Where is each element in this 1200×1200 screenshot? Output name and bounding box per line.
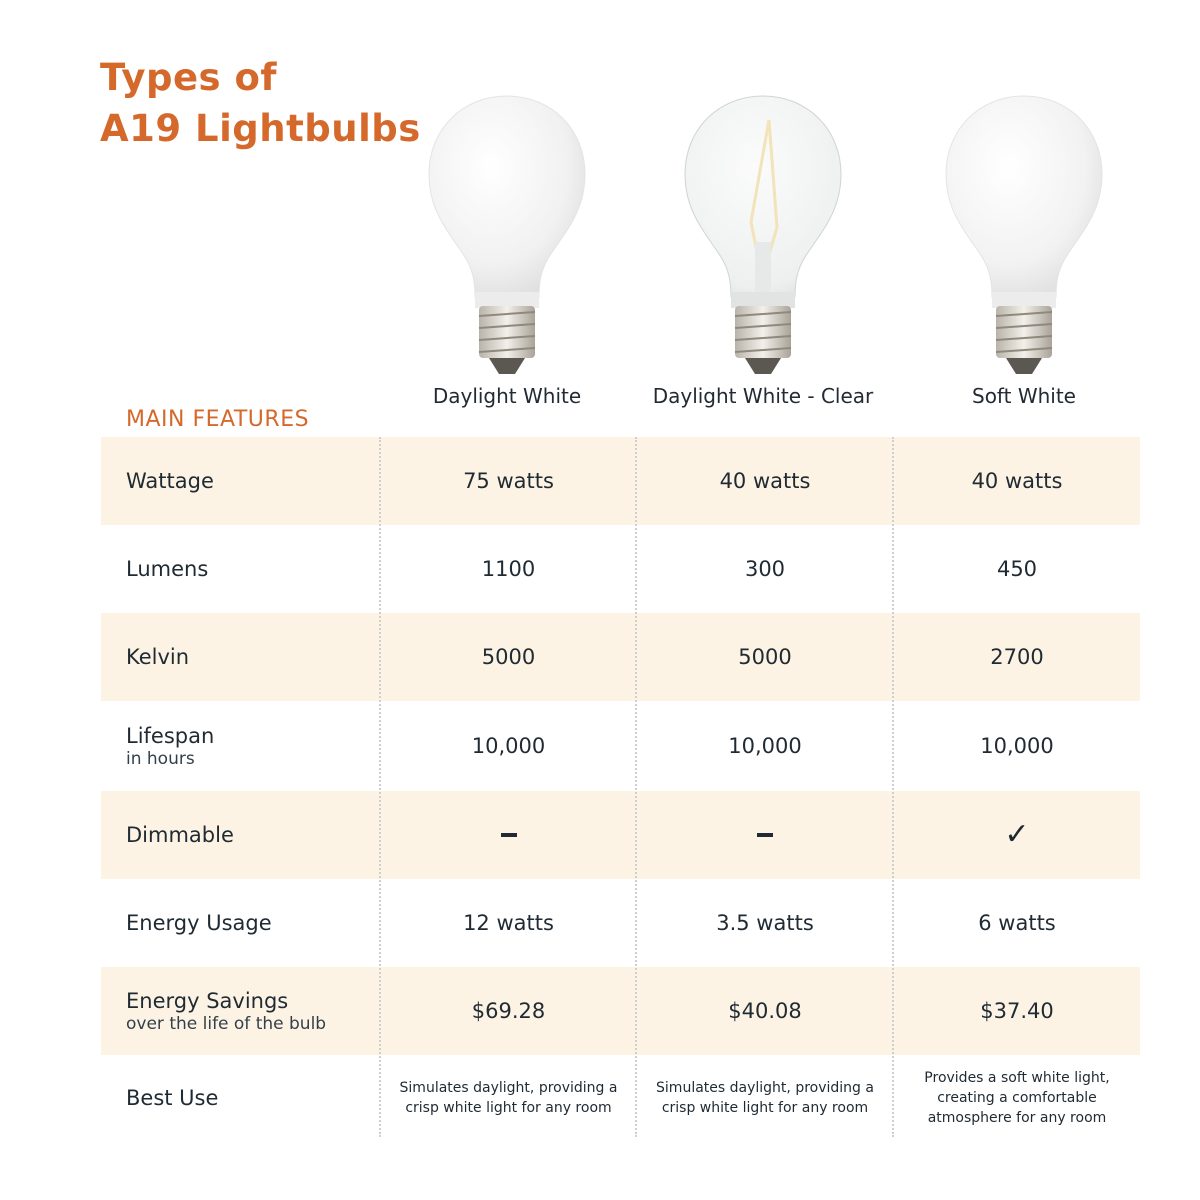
product-name-soft-white: Soft White <box>972 384 1076 408</box>
table-cell: Provides a soft white light, creating a comfortable atmosphere for any room <box>924 1070 1110 1126</box>
table-cell: 12 watts <box>463 911 554 935</box>
row-label <box>126 879 272 967</box>
table-cell: 10,000 <box>980 734 1054 758</box>
table-cell: 450 <box>996 557 1038 581</box>
table-cell: 1100 <box>481 557 536 581</box>
row-label-main: Lumens <box>126 557 209 581</box>
table-row-best-use <box>101 1055 1140 1141</box>
row-label <box>126 1055 218 1141</box>
row-label <box>126 437 214 525</box>
table-cell: 300 <box>744 557 786 581</box>
table-cell: 3.5 watts <box>716 911 814 935</box>
row-label <box>126 525 208 613</box>
product-name-daylight-white-clear: Daylight White - Clear <box>652 384 874 408</box>
table-cell: 40 watts <box>971 469 1063 493</box>
table-cell: 75 watts <box>463 469 554 493</box>
table-row-energy-savings <box>101 967 1140 1055</box>
table-cell <box>894 791 1140 879</box>
table-row-lifespan <box>101 701 1140 791</box>
soft-white-bulb-image <box>934 92 1114 382</box>
table-row-wattage <box>101 437 1140 525</box>
table-cell: $69.28 <box>471 999 546 1023</box>
table-cell: 5000 <box>481 645 536 669</box>
dash-icon <box>757 833 773 837</box>
clear-filament-bulb-icon <box>673 92 853 382</box>
row-label-main: Best Use <box>126 1086 219 1110</box>
daylight-white-clear-bulb-image <box>673 92 853 382</box>
table-cell: Simulates daylight, providing a crisp white light for any room <box>656 1080 874 1116</box>
row-label-main: Dimmable <box>126 823 234 847</box>
table-cell: Simulates daylight, providing a crisp white light for any room <box>399 1080 618 1116</box>
column-divider <box>379 437 382 1137</box>
product-name-daylight-white: Daylight White <box>432 384 582 408</box>
row-label-main: Energy Usage <box>126 911 272 935</box>
row-label-sub: over the life of the bulb <box>126 1014 327 1034</box>
row-label-sub: in hours <box>126 749 195 769</box>
comparison-table <box>101 437 1140 1141</box>
table-cell: 10,000 <box>728 734 802 758</box>
title-line-1: Types of <box>100 56 277 99</box>
table-row-dimmable <box>101 791 1140 879</box>
column-divider <box>635 437 638 1137</box>
table-cell: 5000 <box>738 645 792 669</box>
table-cell <box>381 791 636 879</box>
dash-icon <box>501 833 517 837</box>
row-label <box>126 791 234 879</box>
table-cell: $37.40 <box>980 999 1054 1023</box>
row-label-main: Kelvin <box>126 645 190 669</box>
row-label <box>126 701 214 791</box>
column-divider <box>892 437 895 1137</box>
table-row-lumens <box>101 525 1140 613</box>
table-cell: 2700 <box>990 645 1044 669</box>
daylight-white-bulb-image <box>417 92 597 382</box>
table-cell: 6 watts <box>978 911 1056 935</box>
row-label <box>126 967 326 1055</box>
check-icon: ✓ <box>1004 817 1030 852</box>
row-label-main: Wattage <box>126 469 214 493</box>
table-cell: 40 watts <box>719 469 811 493</box>
row-label-main: Energy Savings <box>126 989 289 1013</box>
title-line-2: A19 Lightbulbs <box>100 107 421 150</box>
frosted-bulb-icon <box>934 92 1114 382</box>
section-label-main-features: MAIN FEATURES <box>126 407 310 432</box>
table-cell: 10,000 <box>471 734 546 758</box>
row-label <box>126 613 189 701</box>
page-title <box>100 52 421 154</box>
frosted-bulb-icon <box>417 92 597 382</box>
table-row-energy-usage <box>101 879 1140 967</box>
table-row-kelvin <box>101 613 1140 701</box>
table-cell <box>637 791 893 879</box>
row-label-main: Lifespan <box>126 724 215 748</box>
table-cell: $40.08 <box>728 999 802 1023</box>
